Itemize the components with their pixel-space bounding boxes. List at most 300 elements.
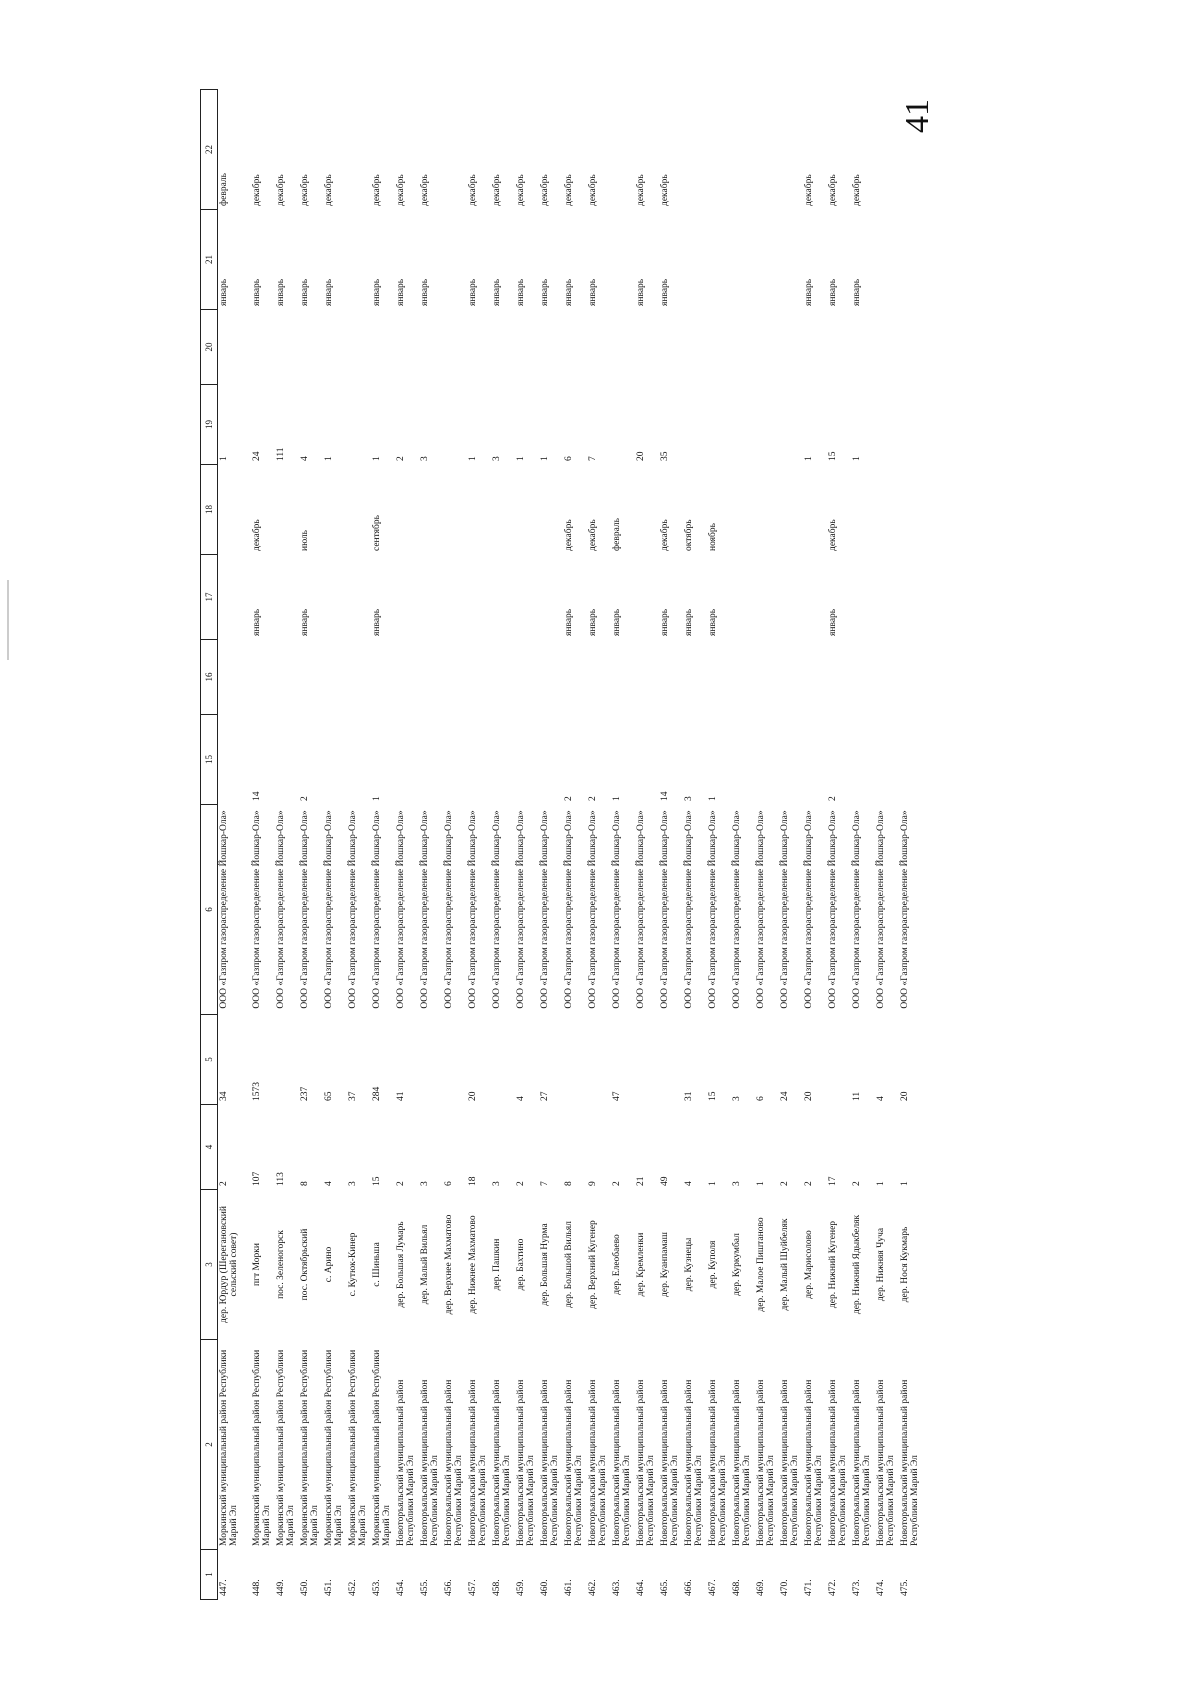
table-row [443,90,467,1600]
district-name: Новоторъяльский муниципальный район Республики Марий Эл [804,1379,824,1546]
operator-name: ООО «Газпром газораспределение Йошкар-Ола» [876,810,886,1009]
col22-month [875,90,899,210]
settlement-name: дер. Верхнее Махматово [444,1214,454,1315]
col4-value: 1 [900,1181,910,1186]
col4-value: 8 [564,1181,574,1186]
operator-name: ООО «Газпром газораспределение Йошкар-Ола» [804,810,814,1009]
col18-month [779,465,803,555]
col19-value: 24 [252,451,262,461]
district-name: Новоторъяльский муниципальный район Республики Марий Эл [876,1379,896,1546]
col22-month: декабрь [324,174,334,206]
table-row [539,90,563,1600]
col15-value [275,715,299,805]
col17-month [539,555,563,640]
col21-month: январь [564,278,574,306]
district-name: Новоторъяльский муниципальный район Республики Марий Эл [636,1379,656,1546]
col5-value: 31 [684,1091,694,1101]
settlement-name: дер. Нижний Ядыкбеляк [852,1214,862,1315]
col22-month: декабрь [660,174,670,206]
col5-value: 1573 [252,1082,262,1101]
col5-value [635,1015,659,1105]
rotated-table-container [200,90,960,1600]
table-row [299,90,323,1600]
col21-month [779,210,803,310]
col16-value [803,640,827,715]
operator-name: ООО «Газпром газораспределение Йошкар-Ола» [708,810,718,1009]
col21-month [611,210,635,310]
col5-value [275,1015,299,1105]
col5-value [491,1015,515,1105]
col19-value: 35 [660,451,670,461]
col22-month [779,90,803,210]
district-name: Новоторъяльский муниципальный район Республики Марий Эл [492,1379,512,1546]
col5-value [827,1015,851,1105]
col22-month: декабрь [804,174,814,206]
settlement-name: дер. Малый Вильял [420,1224,430,1305]
col5-value: 47 [612,1091,622,1101]
district-name: Новоторъяльский муниципальный район Республики Марий Эл [612,1379,632,1546]
col20-value [395,310,419,385]
col20-value [299,310,323,385]
table-row [347,90,371,1600]
col19-value [443,385,467,465]
col4-value: 1 [876,1181,886,1186]
col5-value: 4 [876,1096,886,1101]
operator-name: ООО «Газпром газораспределение Йошкар-Ола» [780,810,790,1009]
col19-value: 7 [588,456,598,461]
col22-month [899,90,923,210]
operator-name: ООО «Газпром газораспределение Йошкар-Ола» [468,810,478,1009]
col4-value: 107 [252,1171,262,1186]
table-body [218,90,924,1600]
col16-value [395,640,419,715]
settlement-name: дер. Большой Вильял [564,1221,574,1308]
table-row [707,90,731,1600]
row-number: 454. [396,1579,406,1596]
col20-value [827,310,851,385]
col15-value [515,715,539,805]
col16-value [635,640,659,715]
district-name: Новоторъяльский муниципальный район Республики Марий Эл [900,1379,920,1546]
col15-value: 3 [684,796,694,801]
table-row [875,90,899,1600]
col17-month: январь [828,608,838,636]
col21-month: январь [636,278,646,306]
col4-value: 113 [276,1172,286,1186]
col18-month: декабрь [588,519,598,551]
col22-month [683,90,707,210]
col4-value: 2 [396,1181,406,1186]
col19-value: 1 [852,456,862,461]
operator-name: ООО «Газпром газораспределение Йошкар-Ола» [756,810,766,1009]
district-name: Моркинский муниципальный район Республики Марий Эл [276,1349,296,1546]
table-row [827,90,851,1600]
col20-value [635,310,659,385]
settlement-name: дер. Кузнецы [684,1237,694,1292]
col18-month: февраль [612,518,622,551]
col17-month: январь [684,608,694,636]
row-number: 452. [348,1579,358,1596]
district-name: Новоторъяльский муниципальный район Республики Марий Эл [732,1379,752,1546]
col4-value: 18 [468,1176,478,1186]
col17-month [419,555,443,640]
col19-value [731,385,755,465]
col4-value: 17 [828,1176,838,1186]
table-row [563,90,587,1600]
district-name: Новоторъяльский муниципальный район Республики Марий Эл [516,1379,536,1546]
col15-value [803,715,827,805]
settlement-name: с. Шиньша [372,1242,382,1287]
column-header: 1 [201,1550,218,1600]
col20-value [587,310,611,385]
district-name: Моркинский муниципальный район Республики Марий Эл [219,1349,239,1546]
col21-month: январь [396,278,406,306]
col15-value [899,715,923,805]
col17-month [443,555,467,640]
col4-value: 3 [492,1181,502,1186]
col5-value [659,1015,683,1105]
col19-value [875,385,899,465]
col21-month: январь [852,278,862,306]
row-number: 470. [780,1579,790,1596]
district-name: Новоторъяльский муниципальный район Республики Марий Эл [684,1379,704,1546]
settlement-name: дер. Кремленки [636,1232,646,1297]
row-number: 475. [900,1579,910,1596]
col19-value: 3 [492,456,502,461]
col19-value: 15 [828,451,838,461]
col19-value: 1 [516,456,526,461]
col5-value [443,1015,467,1105]
col21-month [899,210,923,310]
column-header: 2 [201,1340,218,1550]
row-number: 453. [372,1579,382,1596]
col5-value: 20 [804,1091,814,1101]
col4-value: 3 [732,1181,742,1186]
col18-month: октябрь [684,519,694,551]
col4-value: 3 [420,1181,430,1186]
operator-name: ООО «Газпром газораспределение Йошкар-Ола» [420,810,430,1009]
column-header: 3 [201,1190,218,1340]
row-number: 447. [219,1579,229,1596]
table-row [218,90,252,1600]
col16-value [515,640,539,715]
col4-value: 2 [516,1181,526,1186]
operator-name: ООО «Газпром газораспределение Йошкар-Ола» [684,810,694,1009]
col18-month [899,465,923,555]
col18-month [851,465,875,555]
col15-value [491,715,515,805]
column-header: 5 [201,1015,218,1105]
col16-value [275,640,299,715]
col22-month [755,90,779,210]
col22-month: декабрь [636,174,646,206]
col19-value [899,385,923,465]
col21-month: январь [420,278,430,306]
table-row [731,90,755,1600]
col21-month: январь [324,278,334,306]
col21-month [443,210,467,310]
col21-month: январь [219,278,229,306]
operator-name: ООО «Газпром газораспределение Йошкар-Ола» [900,810,910,1009]
district-name: Новоторъяльский муниципальный район Республики Марий Эл [708,1379,728,1546]
settlement-name: дер. Малый Шуйбеляк [780,1218,790,1311]
col5-value [563,1015,587,1105]
col18-month [347,465,371,555]
col21-month: январь [828,278,838,306]
column-header: 6 [201,805,218,1015]
col21-month: январь [252,278,262,306]
col15-value: 2 [300,796,310,801]
col5-value: 284 [372,1086,382,1101]
col15-value [467,715,491,805]
col18-month: ноябрь [708,523,718,551]
col21-month [731,210,755,310]
col21-month: январь [660,278,670,306]
table-row [683,90,707,1600]
header-row [201,90,218,1600]
col20-value [251,310,275,385]
col17-month: январь [372,608,382,636]
col18-month [635,465,659,555]
col16-value [323,640,347,715]
col20-value [803,310,827,385]
col16-value [539,640,563,715]
settlement-name: дер. Нося Кукмарь [900,1226,910,1303]
col17-month: январь [300,608,310,636]
col5-value [587,1015,611,1105]
col20-value [707,310,731,385]
col22-month: декабрь [852,174,862,206]
col16-value [563,640,587,715]
col15-value [218,715,252,805]
table-row [275,90,299,1600]
col5-value: 65 [324,1091,334,1101]
col20-value [731,310,755,385]
column-header: 15 [201,715,218,805]
col17-month [467,555,491,640]
operator-name: ООО «Газпром газораспределение Йошкар-Ола» [252,810,262,1009]
col16-value [419,640,443,715]
col20-value [611,310,635,385]
table-row [611,90,635,1600]
col22-month: декабрь [252,174,262,206]
operator-name: ООО «Газпром газораспределение Йошкар-Ола» [324,810,334,1009]
col15-value [395,715,419,805]
settlement-name: дер. Куанпамаш [660,1232,670,1297]
district-name: Новоторъяльский муниципальный район Республики Марий Эл [780,1379,800,1546]
col19-value: 1 [219,456,229,461]
col4-value: 9 [588,1181,598,1186]
col15-value [443,715,467,805]
col22-month: декабрь [516,174,526,206]
col20-value [371,310,395,385]
settlement-name: дер. Большая Лумарь [396,1221,406,1308]
col20-value [467,310,491,385]
col17-month [218,555,252,640]
row-number: 473. [852,1579,862,1596]
row-number: 457. [468,1579,478,1596]
district-name: Новоторъяльский муниципальный район Республики Марий Эл [588,1379,608,1546]
gasification-schedule-table [200,89,923,1600]
col15-value: 1 [708,796,718,801]
operator-name: ООО «Газпром газораспределение Йошкар-Ола» [660,810,670,1009]
column-header: 16 [201,640,218,715]
col22-month: декабрь [420,174,430,206]
col22-month: декабрь [300,174,310,206]
settlement-name: пос. Октябрьский [300,1228,310,1301]
col20-value [347,310,371,385]
col22-month: декабрь [468,174,478,206]
col17-month [731,555,755,640]
col16-value [851,640,875,715]
col4-value: 1 [708,1181,718,1186]
page-number: 41 [899,99,936,133]
col17-month [347,555,371,640]
col4-value: 2 [780,1181,790,1186]
table-row [803,90,827,1600]
operator-name: ООО «Газпром газораспределение Йошкар-Ола» [588,810,598,1009]
col20-value [491,310,515,385]
row-number: 456. [444,1579,454,1596]
row-number: 464. [636,1579,646,1596]
operator-name: ООО «Газпром газораспределение Йошкар-Ола» [564,810,574,1009]
col16-value [371,640,395,715]
col19-value: 2 [396,456,406,461]
district-name: Новоторъяльский муниципальный район Республики Марий Эл [444,1379,464,1546]
table-row [491,90,515,1600]
col15-value: 2 [828,796,838,801]
col20-value [515,310,539,385]
col21-month [707,210,731,310]
table-row [467,90,491,1600]
col21-month: январь [492,278,502,306]
col16-value [347,640,371,715]
col4-value: 7 [540,1181,550,1186]
col17-month: январь [612,608,622,636]
col19-value: 111 [276,447,286,461]
col5-value: 4 [516,1096,526,1101]
col19-value: 1 [372,456,382,461]
col16-value [587,640,611,715]
col18-month [731,465,755,555]
district-name: Новоторъяльский муниципальный район Республики Марий Эл [852,1379,872,1546]
col21-month: январь [516,278,526,306]
col20-value [539,310,563,385]
col16-value [611,640,635,715]
col18-month [467,465,491,555]
col5-value: 41 [396,1091,406,1101]
col18-month: декабрь [828,519,838,551]
settlement-name: дер. Юрдур (Шерегановский сельский совет) [219,1206,239,1323]
operator-name: ООО «Газпром газораспределение Йошкар-Ола» [372,810,382,1009]
col18-month: сентябрь [372,515,382,551]
col15-value [851,715,875,805]
col19-value [755,385,779,465]
col16-value [827,640,851,715]
col22-month [707,90,731,210]
col17-month: январь [252,608,262,636]
col17-month: январь [708,608,718,636]
col22-month: декабрь [372,174,382,206]
district-name: Новоторъяльский муниципальный район Республики Марий Эл [660,1379,680,1546]
col5-value: 24 [780,1091,790,1101]
col17-month [803,555,827,640]
col15-value [419,715,443,805]
col19-value: 1 [540,456,550,461]
row-number: 461. [564,1579,574,1596]
col15-value [323,715,347,805]
col16-value [299,640,323,715]
col22-month: декабрь [828,174,838,206]
col21-month: январь [540,278,550,306]
col16-value [218,640,252,715]
col16-value [683,640,707,715]
col19-value: 1 [468,456,478,461]
col21-month: январь [468,278,478,306]
district-name: Новоторъяльский муниципальный район Республики Марий Эл [396,1379,416,1546]
row-number: 449. [276,1579,286,1596]
col15-value: 2 [588,796,598,801]
table-row [323,90,347,1600]
col18-month [275,465,299,555]
col18-month [419,465,443,555]
row-number: 450. [300,1579,310,1596]
col16-value [899,640,923,715]
settlement-name: дер. Большая Нурма [540,1223,550,1306]
col4-value: 2 [219,1181,229,1186]
col21-month [755,210,779,310]
row-number: 458. [492,1579,502,1596]
district-name: Новоторъяльский муниципальный район Республики Марий Эл [828,1379,848,1546]
row-number: 465. [660,1579,670,1596]
col17-month [779,555,803,640]
col15-value [347,715,371,805]
col5-value: 20 [900,1091,910,1101]
operator-name: ООО «Газпром газораспределение Йошкар-Ола» [612,810,622,1009]
col19-value: 1 [804,456,814,461]
col22-month [443,90,467,210]
table-row [755,90,779,1600]
table-row [779,90,803,1600]
col17-month [323,555,347,640]
col17-month [635,555,659,640]
col4-value: 1 [756,1181,766,1186]
table-row [419,90,443,1600]
column-header: 22 [201,90,218,210]
operator-name: ООО «Газпром газораспределение Йошкар-Ола» [852,810,862,1009]
col4-value: 2 [804,1181,814,1186]
col15-value: 14 [252,791,262,801]
col18-month: декабрь [564,519,574,551]
col17-month: январь [660,608,670,636]
operator-name: ООО «Газпром газораспределение Йошкар-Ола» [540,810,550,1009]
col4-value: 49 [660,1176,670,1186]
col20-value [899,310,923,385]
col16-value [659,640,683,715]
col19-value [707,385,731,465]
col4-value: 21 [636,1176,646,1186]
district-name: Новоторъяльский муниципальный район Республики Марий Эл [540,1379,560,1546]
table-row [851,90,875,1600]
settlement-name: дер. Елеобаево [612,1234,622,1295]
operator-name: ООО «Газпром газораспределение Йошкар-Ола» [492,810,502,1009]
col21-month [875,210,899,310]
operator-name: ООО «Газпром газораспределение Йошкар-Ола» [276,810,286,1009]
settlement-name: дер. Пашкин [492,1238,502,1291]
col18-month [755,465,779,555]
col16-value [875,640,899,715]
col18-month [539,465,563,555]
